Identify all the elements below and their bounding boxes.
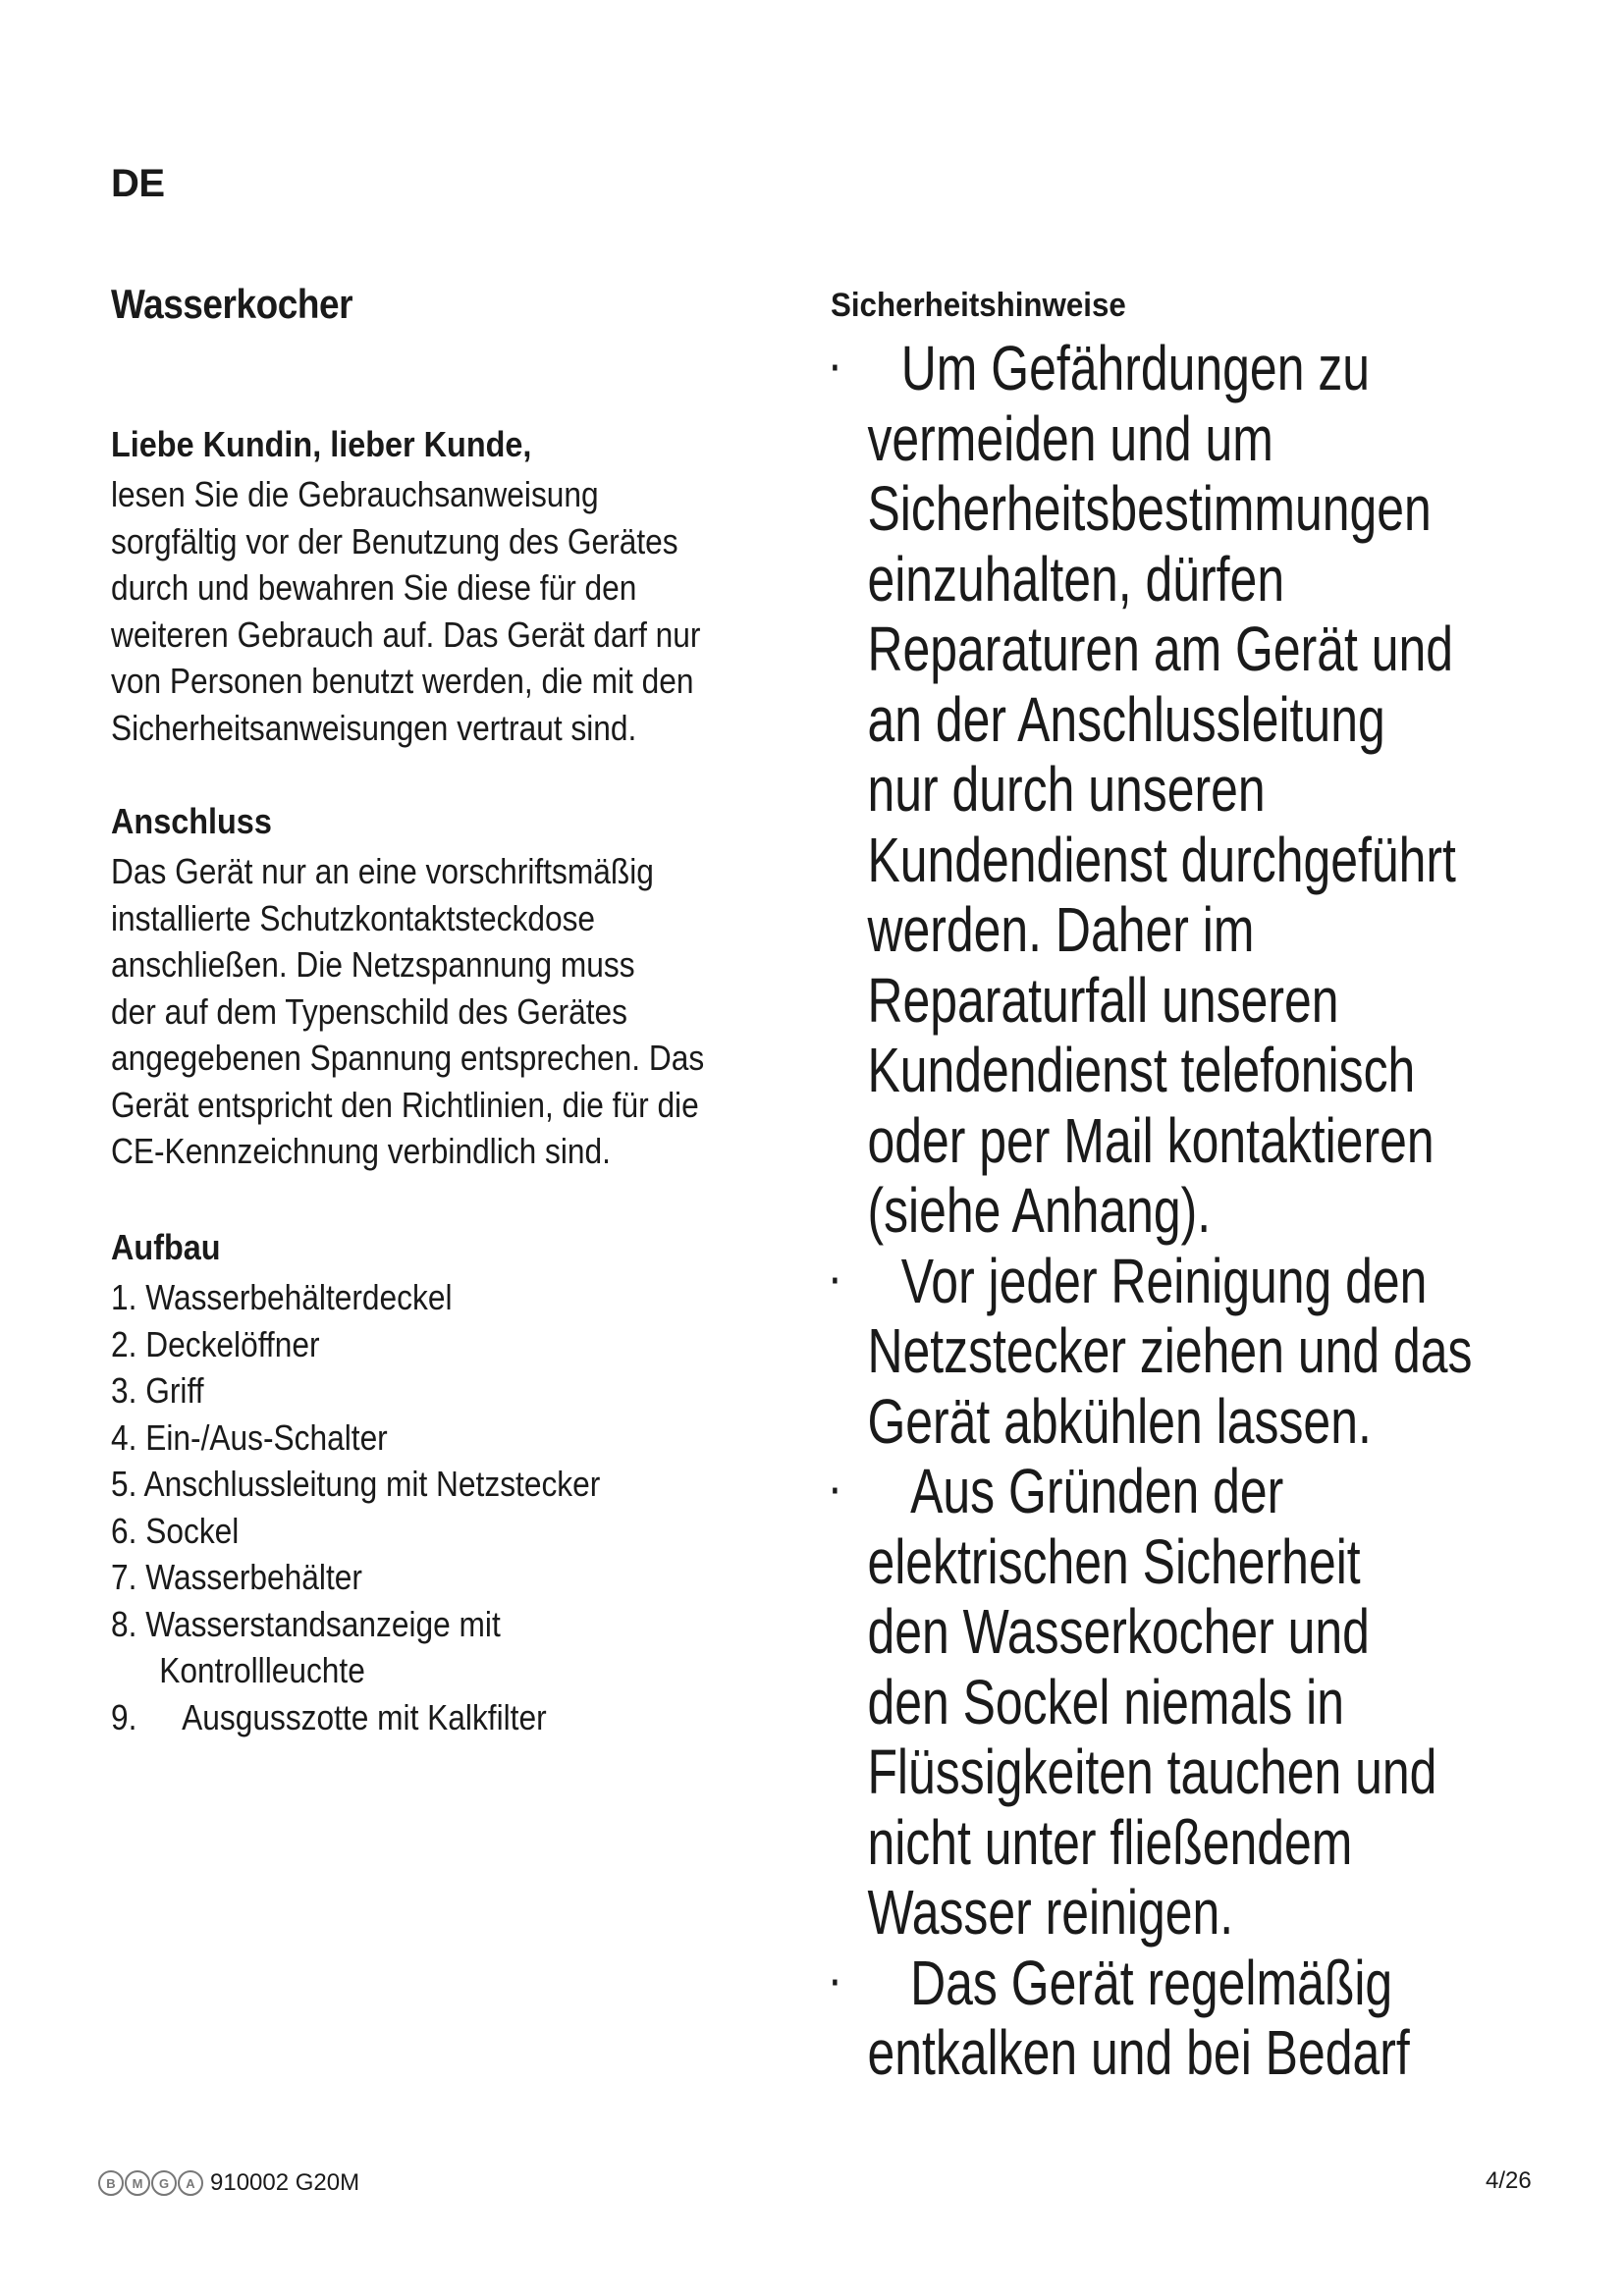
safety-section	[831, 285, 1538, 2088]
list-item: 6. Sockel	[111, 1510, 240, 1551]
list-item: · Das Gerät regelmäßig entkalken und bei Bedarf	[831, 1947, 1410, 2088]
list-item: · Aus Gründen der elektrischen Sicherheit den Wasserkocher und den Sockel niemals in Flüssigkeiten tauchen und nicht unter fließendem Wasser reinigen.	[831, 1456, 1437, 1948]
intro-body: lesen Sie die Gebrauchsanweisung sorgfältig vor der Benutzung des Gerätes durch und bewahren Sie diese für den weiteren Gebrauch auf. Das Gerät darf nur von Personen benutzt werden, die mit den Sicherheitsanweisungen vertraut sind.	[111, 474, 701, 748]
bullet-icon: ·	[831, 1258, 841, 1303]
list-item: · Vor jeder Reinigung den Netzstecker ziehen und das Gerät abkühlen lassen.	[831, 1245, 1473, 1457]
language-code: DE	[111, 162, 165, 205]
list-item: 8. Wasserstandsanzeige mit Kontrollleuchte	[111, 1603, 501, 1690]
safety-heading: Sicherheitshinweise	[831, 287, 1126, 324]
bullet-icon: ·	[831, 1960, 841, 2004]
intro-heading: Liebe Kundin, lieber Kunde,	[111, 424, 532, 464]
brand-logo-icon: B M G A	[98, 2170, 204, 2196]
safety-list	[831, 334, 1538, 2089]
footer-model	[98, 2169, 359, 2197]
list-item: 4. Ein-/Aus-Schalter	[111, 1416, 388, 1458]
anschluss-section	[111, 801, 818, 1175]
list-item: 7. Wasserbehälter	[111, 1557, 362, 1597]
model-number: 910002 G20M	[210, 2169, 360, 2196]
aufbau-heading: Aufbau	[111, 1227, 221, 1267]
list-item: 2. Deckelöffner	[111, 1323, 320, 1364]
list-item: 3. Griff	[111, 1370, 204, 1411]
anschluss-heading: Anschluss	[111, 801, 272, 841]
document-title: Wasserkocher	[111, 281, 353, 327]
list-item: 1. Wasserbehälterdeckel	[111, 1277, 453, 1317]
page-number: 4/26	[1486, 2167, 1532, 2194]
intro-section	[111, 424, 818, 751]
list-item: 9. Ausgusszotte mit Kalkfilter	[111, 1696, 547, 1737]
bullet-icon: ·	[831, 1469, 841, 1513]
anschluss-body: Das Gerät nur an eine vorschriftsmäßig installierte Schutzkontaktsteckdose anschließen. Die Netzspannung muss der auf dem Typenschild des Gerätes angegebenen Spannung entsprechen. Das Gerät entspricht den Richtlinien, die für die CE-Kennzeichnung verbindlich sind.	[111, 851, 705, 1171]
title-block	[111, 281, 798, 328]
aufbau-section	[111, 1227, 818, 1740]
bullet-icon: ·	[831, 347, 841, 390]
list-item: 5. Anschlussleitung mit Netzstecker	[111, 1464, 601, 1504]
parts-list	[111, 1274, 818, 1740]
list-item: · Um Gefährdungen zu vermeiden und um Sicherheitsbestimmungen einzuhalten, dürfen Reparaturen am Gerät und an der Anschlussleitung nur durch unseren Kundendienst durchgeführt werden. Daher im Reparaturfall unseren Kundendienst telefonisch oder per Mail kontaktieren (siehe Anhang).	[831, 333, 1456, 1246]
